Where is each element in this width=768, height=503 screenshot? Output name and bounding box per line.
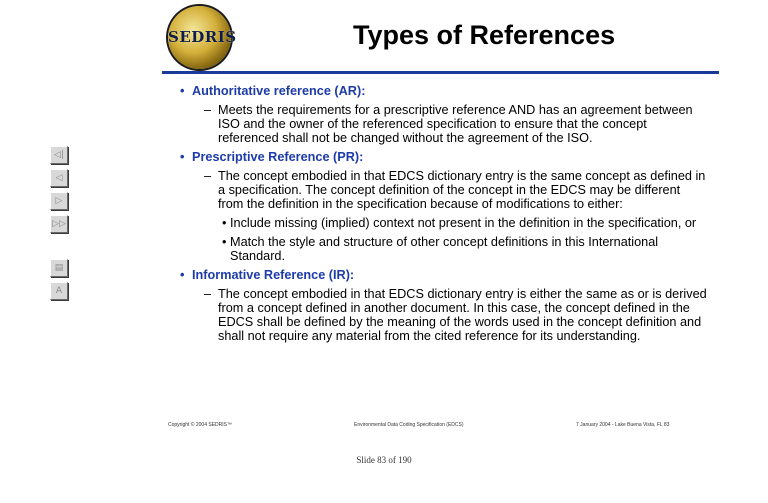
bullet-marker: • bbox=[180, 150, 185, 164]
footer-document-title: Environmental Data Coding Specification (EDCS) bbox=[354, 422, 464, 428]
sedris-logo bbox=[168, 6, 237, 69]
bullet-text: Match the style and structure of other concept definitions in this International Standard. bbox=[230, 235, 659, 263]
bullet-authoritative-body bbox=[178, 103, 708, 145]
bullet-marker: – bbox=[204, 169, 212, 183]
slide-content bbox=[178, 84, 708, 348]
bullet-text: The concept embodied in that EDCS dictionary entry is the same concept as defined in a specification. The concept definition of the concept in the EDCS may be different from the definition in the specification because of modifications to either: bbox=[218, 169, 706, 211]
first-slide-icon: ◁| bbox=[54, 150, 64, 160]
bullet-informative-body bbox=[178, 287, 708, 343]
bullet-marker: – bbox=[204, 287, 212, 301]
footer-date-page: 7 January 2004 - Lake Buena Vista, FL 83 bbox=[576, 422, 670, 428]
bullet-text: Authoritative reference (AR): bbox=[192, 84, 366, 98]
index-icon: ▤ bbox=[54, 263, 64, 273]
first-slide-button[interactable] bbox=[50, 146, 68, 164]
slide-index-button[interactable] bbox=[50, 259, 68, 277]
last-slide-button[interactable] bbox=[50, 215, 68, 233]
slide-counter: Slide 83 of 190 bbox=[356, 455, 412, 465]
text-view-icon: A bbox=[55, 286, 63, 296]
bullet-marker: • bbox=[180, 268, 185, 282]
bullet-informative-heading bbox=[178, 268, 708, 282]
bullet-marker: • bbox=[180, 84, 185, 98]
bullet-text: Include missing (implied) context not present in the definition in the specification, or bbox=[230, 216, 697, 230]
next-slide-icon: ▷ bbox=[55, 196, 63, 206]
sub-bullet-match-style bbox=[178, 235, 708, 263]
bullet-text: Prescriptive Reference (PR): bbox=[192, 150, 364, 164]
bullet-marker: • bbox=[222, 235, 227, 249]
bullet-authoritative-heading bbox=[178, 84, 708, 98]
next-slide-button[interactable] bbox=[50, 192, 68, 210]
previous-slide-button[interactable] bbox=[50, 169, 68, 187]
sub-bullet-missing-context bbox=[178, 216, 708, 230]
text-view-button[interactable] bbox=[50, 282, 68, 300]
bullet-marker: – bbox=[204, 103, 212, 117]
title-divider bbox=[162, 71, 719, 74]
bullet-marker: • bbox=[222, 216, 227, 230]
previous-slide-icon: ◁ bbox=[55, 173, 63, 183]
last-slide-icon: ▷▷ bbox=[52, 219, 66, 229]
bullet-prescriptive-heading bbox=[178, 150, 708, 164]
bullet-text: Informative Reference (IR): bbox=[192, 268, 355, 282]
bullet-prescriptive-body bbox=[178, 169, 708, 211]
bullet-text: Meets the requirements for a prescriptive reference AND has an agreement between ISO and the owner of the referenced specification to ensure that the concept referenced shall not be changed without the agreement of the ISO. bbox=[218, 103, 693, 145]
slide bbox=[158, 0, 721, 435]
logo-text: SEDRIS bbox=[168, 28, 237, 46]
footer-copyright: Copyright © 2004 SEDRIS™ bbox=[168, 422, 232, 428]
slide-title: Types of References bbox=[353, 20, 616, 50]
bullet-text: The concept embodied in that EDCS dictionary entry is either the same as or is derived from a concept defined in another document. In this case, the concept defined in the EDCS shall be defined by the meaning of the words used in the concept definition and shall not require any material from the cited reference for its understanding. bbox=[218, 287, 707, 343]
